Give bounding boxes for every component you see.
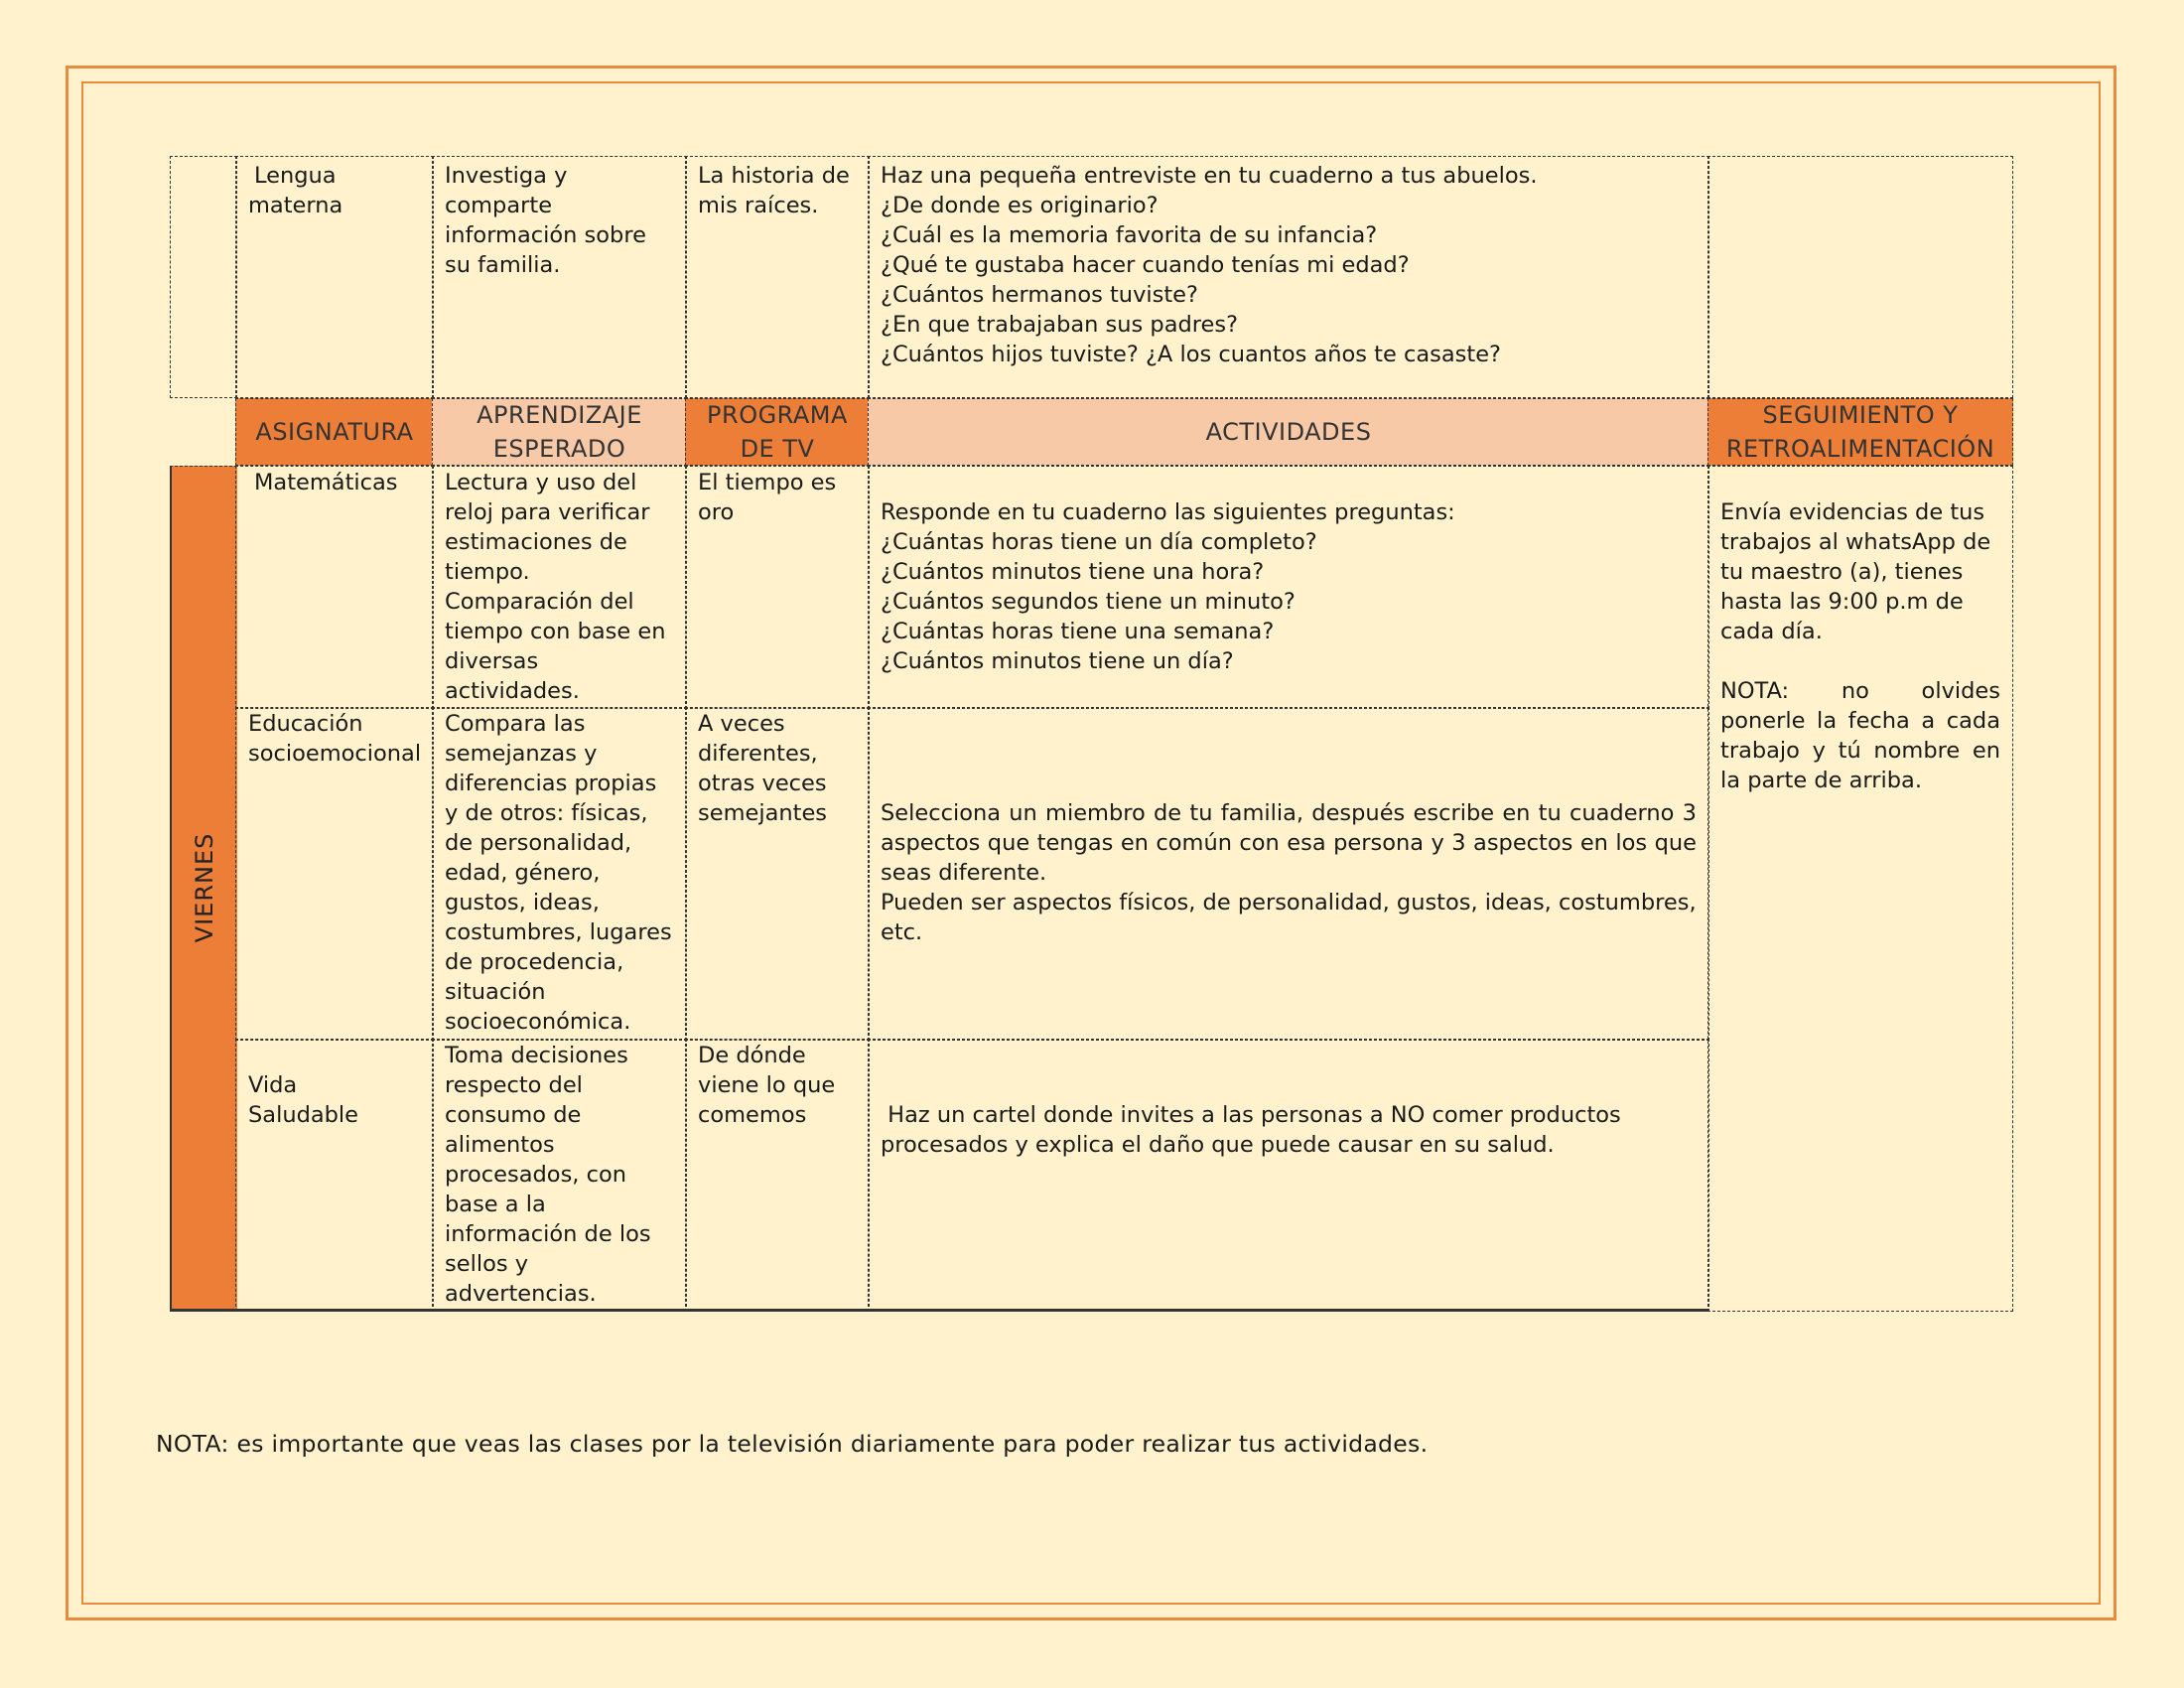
row1-activity-line: Responde en tu cuaderno las siguientes preguntas: bbox=[881, 499, 1455, 525]
top-activity-line: ¿Cuál es la memoria favorita de su infancia? bbox=[881, 222, 1378, 248]
top-activity-line: Haz una pequeña entreviste en tu cuaderno a tus abuelos. bbox=[881, 163, 1538, 189]
header-subject: ASIGNATURA bbox=[235, 398, 434, 466]
row1-learning-cell bbox=[432, 466, 687, 709]
row1-activity-line: ¿Cuántos minutos tiene un día? bbox=[881, 648, 1234, 674]
row1-learning-line: tiempo. bbox=[445, 559, 530, 585]
followup-line: cada día. bbox=[1720, 619, 1823, 644]
row3-learning-line: Toma decisiones bbox=[445, 1043, 628, 1068]
followup-line: hasta las 9:00 p.m de bbox=[1720, 589, 1964, 615]
row2-learning-line: semejanzas y bbox=[445, 741, 598, 767]
row1-subject-line: Matemáticas bbox=[254, 470, 398, 495]
row1-learning-line: Lectura y uso del bbox=[445, 470, 637, 495]
row2-learning-line: diferencias propias bbox=[445, 771, 657, 796]
row1-activities-cell bbox=[868, 466, 1709, 709]
row2-program-cell bbox=[685, 707, 870, 1041]
row3-learning-line: información de los bbox=[445, 1221, 651, 1247]
followup-line: Envía evidencias de tus bbox=[1720, 499, 1985, 525]
row1-program-line: oro bbox=[698, 499, 735, 525]
top-activity-line: ¿Qué te gustaba hacer cuando tenías mi edad? bbox=[881, 252, 1410, 278]
row3-learning-line: procesados, con bbox=[445, 1162, 626, 1188]
row2-learning-line: de procedencia, bbox=[445, 949, 624, 975]
row2-activities-cell bbox=[868, 707, 1709, 1041]
row3-activities-cell bbox=[868, 1039, 1709, 1312]
row1-program-cell bbox=[685, 466, 870, 709]
header-activities: ACTIVIDADES bbox=[868, 398, 1709, 466]
day-column bbox=[170, 466, 237, 1312]
top-followup-cell bbox=[1707, 156, 2013, 398]
top-subject-line: Lengua bbox=[254, 163, 337, 189]
top-program-line: mis raíces. bbox=[698, 193, 819, 218]
row1-subject-cell bbox=[235, 466, 434, 709]
row3-learning-line: alimentos bbox=[445, 1132, 555, 1158]
row1-activity-line: ¿Cuántas horas tiene un día completo? bbox=[881, 529, 1317, 555]
top-learning-line: información sobre bbox=[445, 222, 646, 248]
top-program-cell bbox=[685, 156, 870, 398]
row3-subject-cell bbox=[235, 1039, 434, 1312]
top-subject-line: materna bbox=[248, 193, 343, 218]
row3-learning-line: advertencias. bbox=[445, 1281, 597, 1307]
row1-activity-line: ¿Cuántas horas tiene una semana? bbox=[881, 619, 1275, 644]
header-program: PROGRAMA DE TV bbox=[685, 398, 870, 466]
row2-learning-line: Compara las bbox=[445, 711, 586, 737]
row2-activity-line: Pueden ser aspectos físicos, de personalidad, gustos, ideas, costumbres, bbox=[881, 890, 1697, 915]
row2-activity-line: etc. bbox=[881, 919, 923, 945]
row2-activity-paragraph: Selecciona un miembro de tu familia, después escribe en tu cuaderno 3 aspectos que tengas en común con esa persona y 3 aspectos en los que seas diferente. bbox=[881, 800, 1697, 886]
row2-learning-line: y de otros: físicas, bbox=[445, 800, 648, 826]
row2-subject-cell bbox=[235, 707, 434, 1041]
top-day-cell bbox=[170, 156, 237, 398]
row3-program-line: comemos bbox=[698, 1102, 807, 1128]
row3-subject-line: Vida bbox=[248, 1072, 298, 1098]
day-label: VIERNES bbox=[191, 832, 218, 943]
top-program-line: La historia de bbox=[698, 163, 850, 189]
row3-learning-line: respecto del bbox=[445, 1072, 583, 1098]
row1-learning-line: reloj para verificar bbox=[445, 499, 650, 525]
row1-learning-line: actividades. bbox=[445, 678, 580, 704]
row2-subject-line: Educación bbox=[248, 711, 363, 737]
header-learning: APRENDIZAJE ESPERADO bbox=[432, 398, 687, 466]
row1-learning-line: tiempo con base en bbox=[445, 619, 666, 644]
header-followup: SEGUIMIENTO Y RETROALIMENTACIÓN bbox=[1707, 398, 2013, 466]
row3-activity-line: procesados y explica el daño que puede causar en su salud. bbox=[881, 1132, 1555, 1158]
row1-learning-line: Comparación del bbox=[445, 589, 634, 615]
row1-activity-line: ¿Cuántos minutos tiene una hora? bbox=[881, 559, 1265, 585]
row3-learning-line: consumo de bbox=[445, 1102, 582, 1128]
row3-program-line: viene lo que bbox=[698, 1072, 836, 1098]
top-activity-line: ¿Cuántos hermanos tuviste? bbox=[881, 282, 1198, 308]
top-activities-cell bbox=[868, 156, 1709, 398]
row2-program-line: A veces bbox=[698, 711, 785, 737]
followup-note: NOTA: no olvides ponerle la fecha a cada trabajo y tú nombre en la parte de arriba. bbox=[1720, 678, 2000, 793]
top-learning-line: Investiga y bbox=[445, 163, 568, 189]
row2-program-line: semejantes bbox=[698, 800, 828, 826]
row2-learning-line: edad, género, bbox=[445, 860, 601, 886]
row2-learning-cell bbox=[432, 707, 687, 1041]
row3-subject-line: Saludable bbox=[248, 1102, 359, 1128]
top-activity-line: ¿En que trabajaban sus padres? bbox=[881, 312, 1239, 338]
top-subject-cell bbox=[235, 156, 434, 398]
top-learning-cell bbox=[432, 156, 687, 398]
top-learning-line: su familia. bbox=[445, 252, 561, 278]
followup-line: tu maestro (a), tienes bbox=[1720, 559, 1964, 585]
row3-learning-line: sellos y bbox=[445, 1251, 529, 1277]
row2-program-line: otras veces bbox=[698, 771, 827, 796]
row3-program-line: De dónde bbox=[698, 1043, 806, 1068]
row1-learning-line: diversas bbox=[445, 648, 539, 674]
top-learning-line: comparte bbox=[445, 193, 553, 218]
row3-learning-line: base a la bbox=[445, 1192, 546, 1217]
row2-subject-line: socioemocional bbox=[248, 741, 422, 767]
row2-learning-line: costumbres, lugares bbox=[445, 919, 672, 945]
footnote: NOTA: es importante que veas las clases por la televisión diariamente para poder realizar tus actividades. bbox=[156, 1430, 1429, 1458]
row3-activity-line: Haz un cartel donde invites a las personas a NO comer productos bbox=[881, 1102, 1621, 1128]
top-activity-line: ¿Cuántos hijos tuviste? ¿A los cuantos años te casaste? bbox=[881, 342, 1501, 367]
row2-learning-line: gustos, ideas, bbox=[445, 890, 600, 915]
row1-learning-line: estimaciones de bbox=[445, 529, 627, 555]
followup-cell bbox=[1707, 466, 2013, 1312]
row3-program-cell bbox=[685, 1039, 870, 1312]
row1-program-line: El tiempo es bbox=[698, 470, 837, 495]
row2-program-line: diferentes, bbox=[698, 741, 818, 767]
row2-learning-line: de personalidad, bbox=[445, 830, 632, 856]
top-activity-line: ¿De donde es originario? bbox=[881, 193, 1159, 218]
row1-activity-line: ¿Cuántos segundos tiene un minuto? bbox=[881, 589, 1296, 615]
row2-learning-line: situación bbox=[445, 979, 546, 1005]
followup-line: trabajos al whatsApp de bbox=[1720, 529, 1991, 555]
row2-learning-line: socioeconómica. bbox=[445, 1009, 631, 1035]
row3-learning-cell bbox=[432, 1039, 687, 1312]
